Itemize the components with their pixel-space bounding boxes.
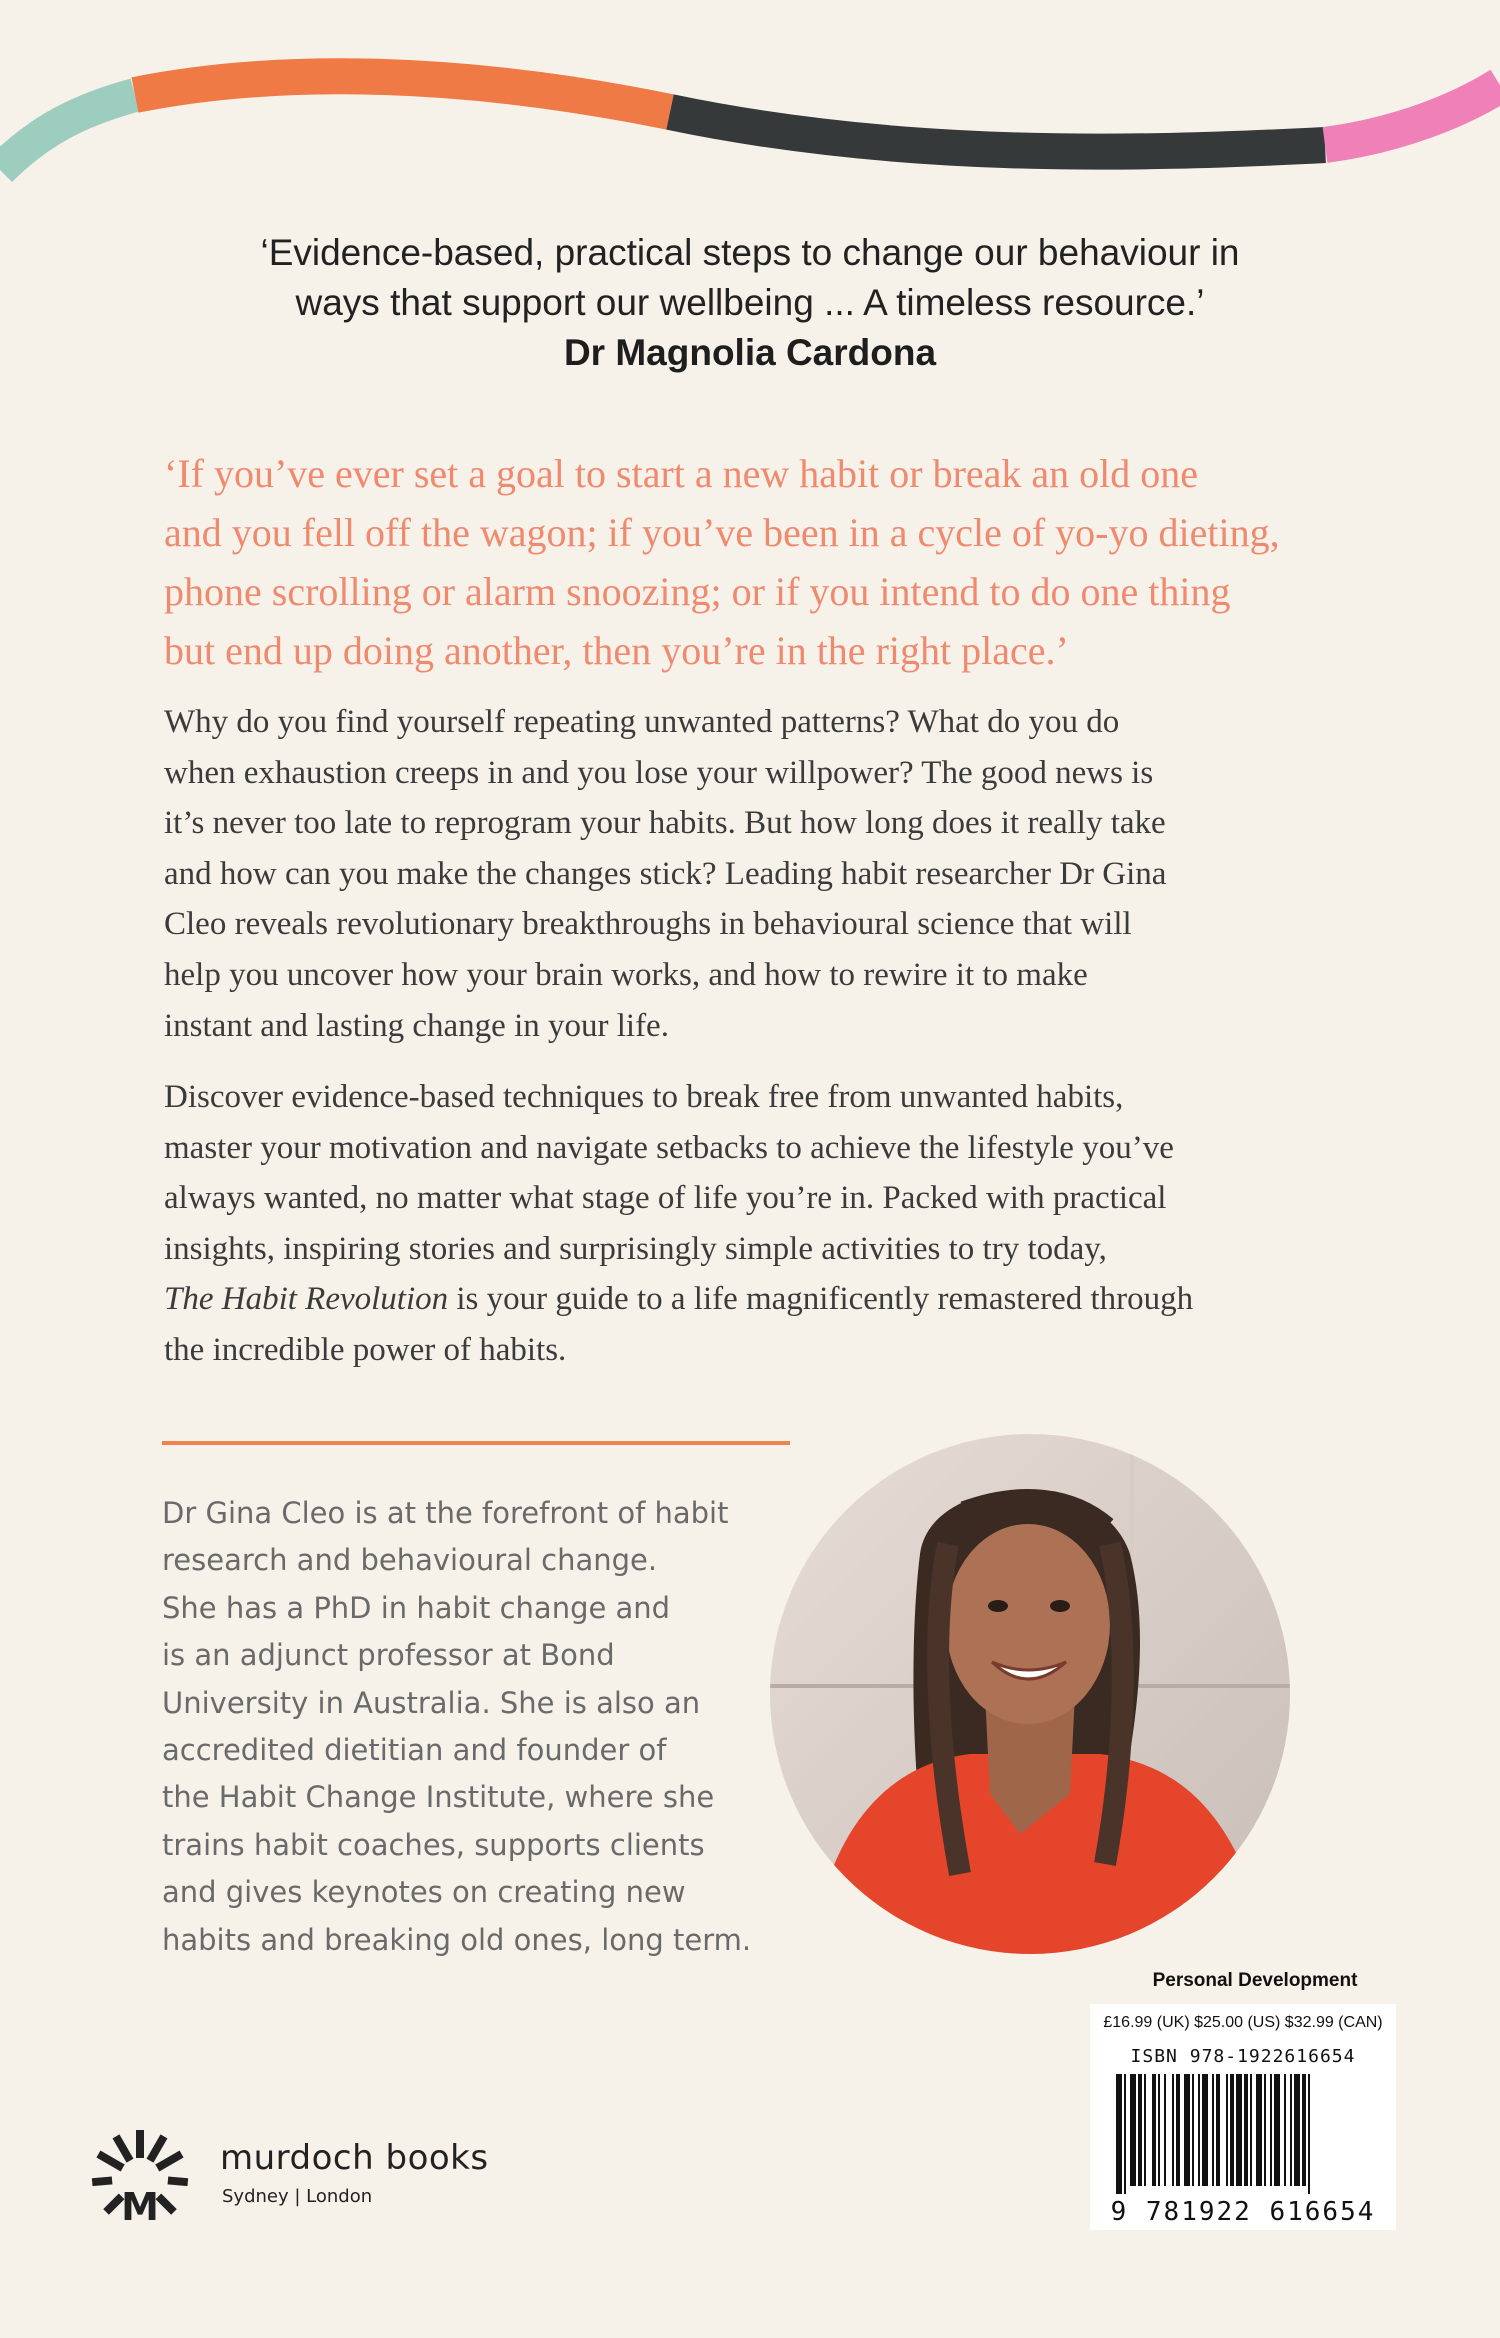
barcode-bar [1216, 2074, 1220, 2186]
blurb-paragraph-1 [164, 697, 1364, 1051]
publisher-name: murdoch books [220, 2138, 489, 2178]
barcode-bar [1116, 2074, 1122, 2194]
wave-segment-pink [1325, 85, 1500, 145]
blurb-line: the incredible power of habits. [164, 1331, 567, 1368]
publisher-cities: Sydney | London [222, 2186, 373, 2207]
blurb-line-rest: is your guide to a life magnificently remastered through [448, 1281, 1194, 1318]
barcode-bars [1116, 2074, 1370, 2194]
barcode-bar [1158, 2074, 1160, 2186]
bio-line: Dr Gina Cleo is at the forefront of habit [162, 1496, 729, 1530]
blurb-line: and how can you make the changes stick? Leading habit researcher Dr Gina [164, 855, 1167, 892]
barcode-bar [1264, 2074, 1266, 2186]
author-portrait [770, 1434, 1290, 1954]
price-line: £16.99 (UK) $25.00 (US) $32.99 (CAN) [1103, 2014, 1383, 2031]
bio-line: accredited dietitian and founder of [162, 1733, 667, 1768]
barcode-bar [1138, 2074, 1142, 2186]
blurb-line: instant and lasting change in your life. [164, 1007, 669, 1044]
bio-line: habits and breaking old ones, long term. [162, 1922, 752, 1957]
wave-segment-orange [135, 76, 670, 112]
murdoch-m-burst-icon [88, 2128, 198, 2228]
blurb-line [164, 1274, 1364, 1325]
barcode-bar [1308, 2074, 1310, 2194]
barcode-bar [1250, 2074, 1252, 2186]
barcode-bar [1176, 2074, 1180, 2186]
endorsement-line-1: ‘Evidence-based, practical steps to change our behaviour in [260, 232, 1240, 273]
book-title: The Habit Revolution [164, 1281, 449, 1318]
publisher-imprint [88, 2128, 508, 2228]
barcode-bar [1130, 2074, 1136, 2186]
bio-line: is an adjunct professor at Bond [162, 1638, 615, 1673]
bio-line: the Habit Change Institute, where she [162, 1780, 715, 1815]
blurb-line: Discover evidence-based techniques to break free from unwanted habits, [164, 1079, 1124, 1115]
barcode-bar [1202, 2074, 1208, 2186]
divider-rule [162, 1441, 790, 1445]
category-label: Personal Development [1152, 1970, 1358, 1991]
bio-line: and gives keynotes on creating new [162, 1875, 686, 1910]
barcode-bar [1290, 2074, 1292, 2186]
pull-quote-line-3: phone scrolling or alarm snoozing; or if you intend to do one thing [164, 569, 1231, 614]
blurb-line: Why do you find yourself repeating unwanted patterns? What do you do [164, 704, 1120, 740]
barcode-bar [1270, 2074, 1272, 2186]
pull-quote-line-1: ‘If you’ve ever set a goal to start a new habit or break an old one [164, 451, 1199, 496]
decorative-wave [0, 0, 1500, 200]
endorsement-author: Dr Magnolia Cardona [563, 332, 937, 373]
barcode-bar [1226, 2074, 1228, 2186]
blurb-line: master your motivation and navigate setbacks to achieve the lifestyle you’ve [164, 1129, 1174, 1166]
barcode-bar [1192, 2074, 1194, 2186]
barcode-bar [1236, 2074, 1242, 2186]
pull-quote-line-2: and you fell off the wagon; if you’ve been in a cycle of yo-yo dieting, [164, 510, 1280, 555]
isbn-text: ISBN 978-1922616654 [1130, 2046, 1356, 2067]
barcode-bar [1294, 2074, 1300, 2186]
barcode-bar [1244, 2074, 1248, 2186]
pull-quote [164, 444, 1354, 680]
blurb-line: it’s never too late to reprogram your habits. But how long does it really take [164, 805, 1166, 842]
barcode-bar [1172, 2074, 1174, 2186]
barcode-bar [1144, 2074, 1146, 2186]
barcode-bar [1284, 2074, 1286, 2186]
barcode-panel [1090, 2004, 1396, 2230]
pull-quote-line-4: but end up doing another, then you’re in the right place.’ [164, 628, 1069, 673]
author-bio [162, 1490, 802, 1964]
endorsement-line-2: ways that support our wellbeing ... A timeless resource.’ [295, 282, 1205, 323]
barcode-bar [1256, 2074, 1262, 2186]
barcode-bar [1302, 2074, 1306, 2186]
barcode-bar [1164, 2074, 1166, 2186]
blurb-line: Cleo reveals revolutionary breakthroughs in behavioural science that will [164, 906, 1132, 943]
barcode-bar [1198, 2074, 1200, 2186]
bio-line: research and behavioural change. [162, 1543, 658, 1578]
blurb-line: always wanted, no matter what stage of life you’re in. Packed with practical [164, 1180, 1167, 1217]
bio-line: She has a PhD in habit change and [162, 1590, 671, 1625]
barcode-bar [1124, 2074, 1126, 2194]
barcode-bar [1274, 2074, 1280, 2186]
blurb-paragraph-2 [164, 1072, 1364, 1376]
bio-line: University in Australia. She is also an [162, 1685, 701, 1720]
blurb-line: insights, inspiring stories and surprisingly simple activities to try today, [164, 1230, 1107, 1267]
wave-segment-charcoal [670, 112, 1325, 152]
barcode-bar [1184, 2074, 1190, 2186]
wave-segment-teal [0, 95, 135, 170]
blurb-line: when exhaustion creeps in and you lose your willpower? The good news is [164, 754, 1154, 791]
endorsement-quote [170, 228, 1330, 378]
bio-line: trains habit coaches, supports clients [162, 1827, 705, 1862]
barcode-number: 9 781922 616654 [1110, 2197, 1376, 2227]
blurb-line: help you uncover how your brain works, and how to rewire it to make [164, 956, 1088, 993]
barcode-bar [1152, 2074, 1156, 2186]
barcode-bar [1230, 2074, 1234, 2186]
svg-text:M: M [121, 2185, 159, 2228]
barcode-bar [1212, 2074, 1214, 2186]
